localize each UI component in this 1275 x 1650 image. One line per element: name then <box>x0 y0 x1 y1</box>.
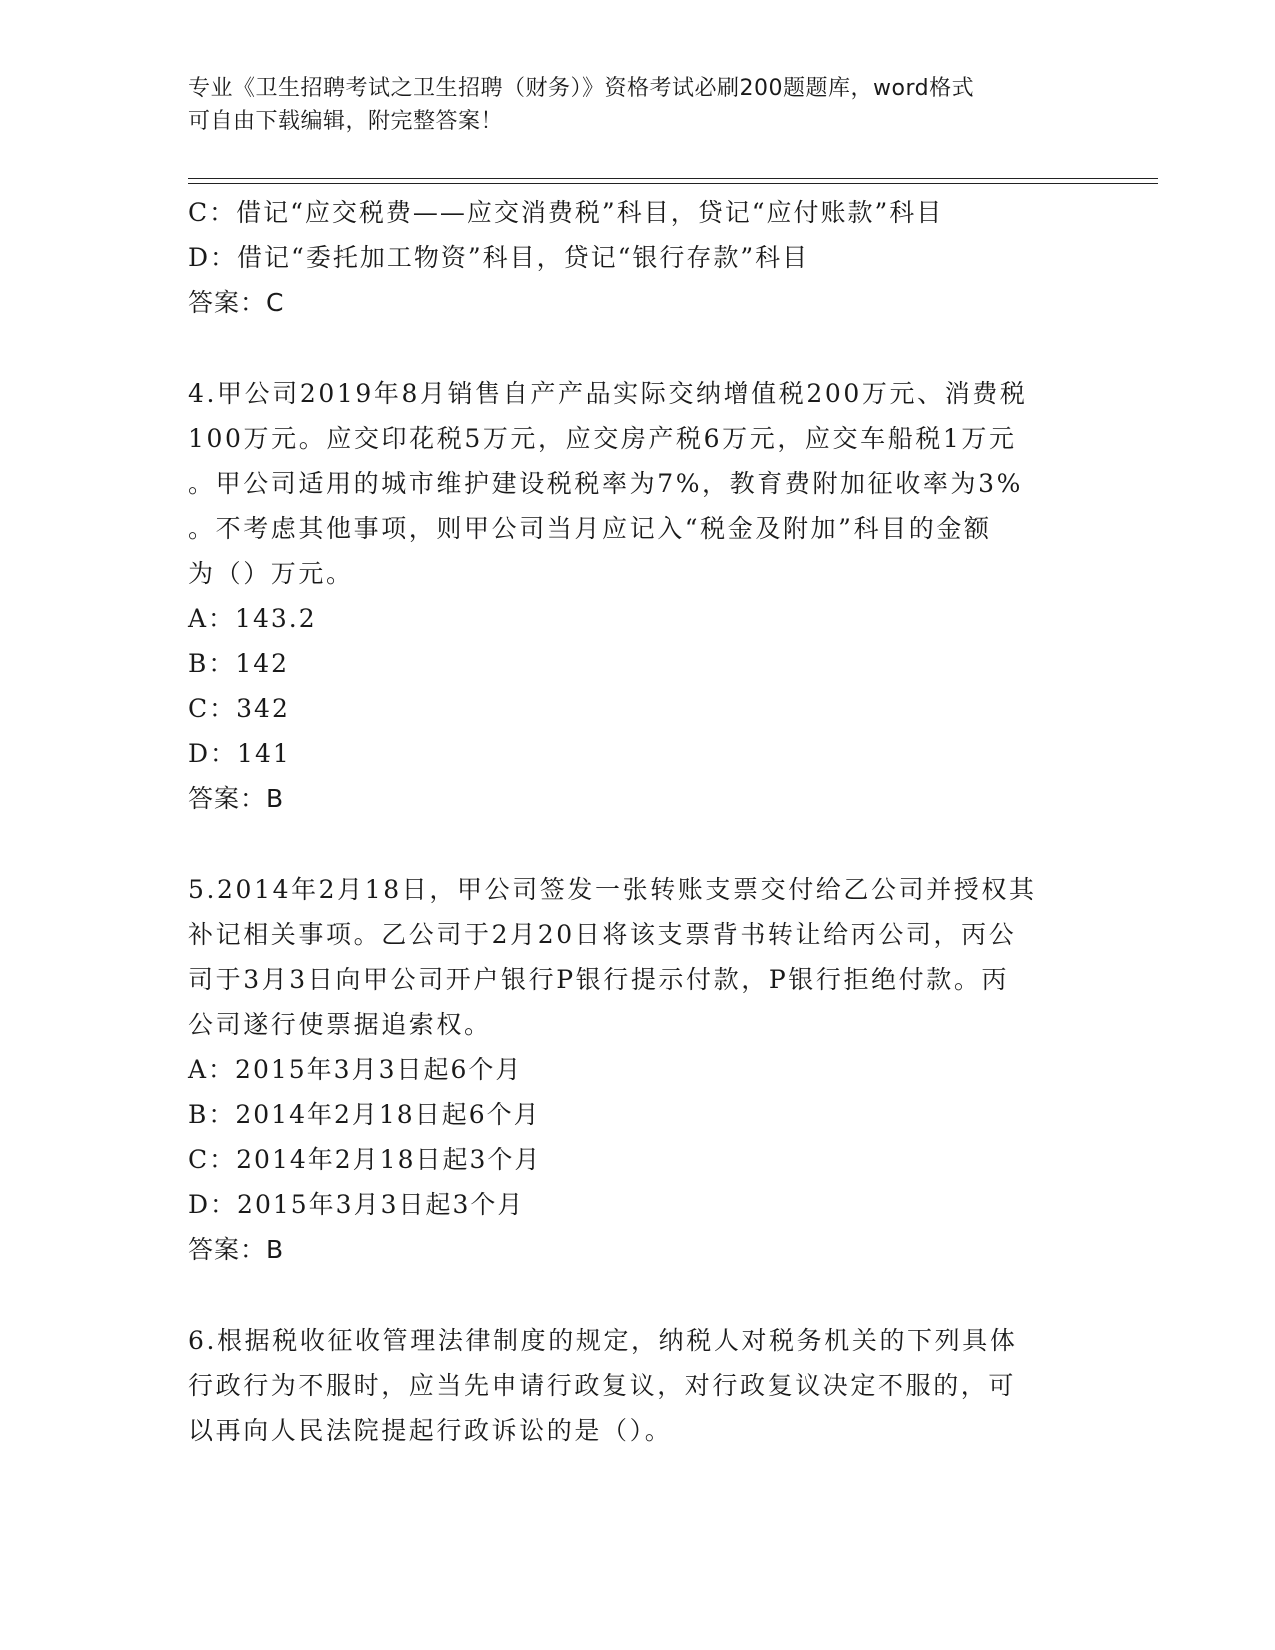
question-4-stem-line: 4.甲公司2019年8月销售自产产品实际交纳增值税200万元、消费税 <box>188 379 1028 408</box>
question-3-option-d: D：借记“委托加工物资”科目，贷记“银行存款”科目 <box>188 243 810 272</box>
question-5-option-c: C：2014年2月18日起3个月 <box>188 1145 542 1174</box>
question-6-stem-line: 行政行为不服时，应当先申请行政复议，对行政复议决定不服的，可 <box>188 1371 1017 1400</box>
spacer <box>188 1272 1088 1318</box>
question-3-answer: 答案：C <box>188 288 285 317</box>
question-4-answer: 答案：B <box>188 784 285 813</box>
question-5-option-a: A：2015年3月3日起6个月 <box>188 1055 523 1084</box>
header-title-line-1: 专业《卫生招聘考试之卫生招聘（财务）》资格考试必刷200题题库，word格式 <box>188 76 975 101</box>
question-5-option-d: D：2015年3月3日起3个月 <box>188 1190 525 1219</box>
question-content <box>188 190 1088 1453</box>
question-5 <box>188 867 1088 1272</box>
question-5-answer: 答案：B <box>188 1235 285 1264</box>
question-6-stem-line: 6.根据税收征收管理法律制度的规定，纳税人对税务机关的下列具体 <box>188 1326 1018 1355</box>
question-4-stem-line: 为（）万元。 <box>188 559 354 588</box>
question-4-stem-line: 。不考虑其他事项，则甲公司当月应记入“税金及附加”科目的金额 <box>188 514 992 543</box>
header-divider-thin <box>188 183 1158 184</box>
question-4-option-c: C：342 <box>188 694 290 723</box>
question-3-option-c: C：借记“应交税费——应交消费税”科目，贷记“应付账款”科目 <box>188 198 944 227</box>
question-5-stem-line: 司于3月3日向甲公司开户银行P银行提示付款，P银行拒绝付款。丙 <box>188 965 1010 994</box>
question-4-option-a: A：143.2 <box>188 604 317 633</box>
question-6 <box>188 1318 1088 1453</box>
question-5-stem-line: 补记相关事项。乙公司于2月20日将该支票背书转让给丙公司，丙公 <box>188 920 1017 949</box>
spacer <box>188 821 1088 867</box>
question-4-option-d: D：141 <box>188 739 291 768</box>
question-5-stem-line: 5.2014年2月18日，甲公司签发一张转账支票交付给乙公司并授权其 <box>188 875 1037 904</box>
question-4 <box>188 371 1088 821</box>
header-title-line-2: 可自由下载编辑，附完整答案！ <box>188 109 504 134</box>
question-4-option-b: B：142 <box>188 649 290 678</box>
question-5-option-b: B：2014年2月18日起6个月 <box>188 1100 541 1129</box>
question-6-stem-line: 以再向人民法院提起行政诉讼的是（）。 <box>188 1416 673 1445</box>
question-4-stem-line: 。甲公司适用的城市维护建设税税率为7%，教育费附加征收率为3% <box>188 469 1023 498</box>
document-header <box>188 72 1088 138</box>
header-divider-thick <box>188 178 1158 179</box>
question-3-tail <box>188 190 1088 325</box>
spacer <box>188 325 1088 371</box>
question-4-stem-line: 100万元。应交印花税5万元，应交房产税6万元，应交车船税1万元 <box>188 424 1017 453</box>
question-5-stem-line: 公司遂行使票据追索权。 <box>188 1010 492 1039</box>
